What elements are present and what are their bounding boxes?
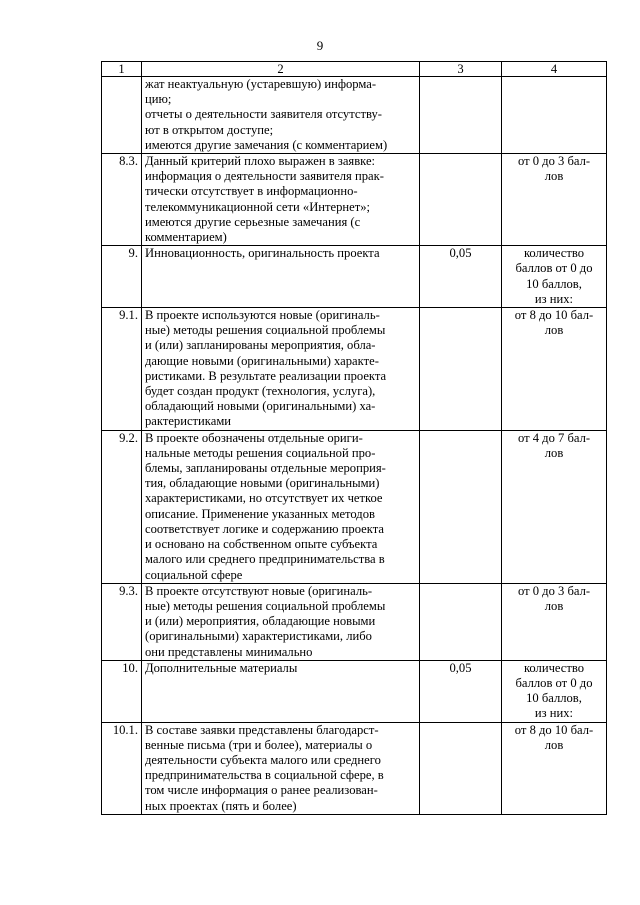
row-number: 9.2. — [102, 430, 142, 583]
score-line: от 4 до 7 бал- — [517, 430, 591, 445]
score-line: от 8 до 10 бал- — [514, 308, 594, 323]
table-row — [102, 246, 607, 308]
score-range — [502, 77, 607, 154]
weight-coefficient — [420, 430, 502, 583]
table-row — [102, 583, 607, 660]
row-number: 10. — [102, 660, 142, 722]
description-line: блемы, запланированы отдельные мероприя- — [145, 461, 386, 476]
row-number: 9.1. — [102, 308, 142, 431]
header-col-1: 1 — [102, 62, 142, 77]
table-row — [102, 77, 607, 154]
description-line: деятельности субъекта малого или среднего — [145, 752, 381, 767]
criterion-description — [142, 583, 420, 660]
description-line: комментарием) — [145, 230, 227, 245]
weight-coefficient — [420, 77, 502, 154]
weight-coefficient — [420, 722, 502, 814]
score-range — [502, 154, 607, 246]
header-col-3: 3 — [420, 62, 502, 77]
description-line: В проекте отсутствуют новые (оригиналь- — [145, 583, 373, 598]
description-line: ристиками. В результате реализации проекта — [145, 368, 387, 383]
description-line: цию; — [145, 92, 172, 107]
score-range — [502, 583, 607, 660]
score-range — [502, 430, 607, 583]
weight-coefficient: 0,05 — [420, 660, 502, 722]
row-number: 9.3. — [102, 583, 142, 660]
weight-coefficient — [420, 583, 502, 660]
score-line: 10 баллов, — [526, 691, 582, 706]
description-line: социальной сфере — [145, 567, 243, 582]
description-line: Дополнительные материалы — [145, 660, 298, 675]
table-row — [102, 154, 607, 246]
description-line: тически отсутствует в информационно- — [145, 184, 358, 199]
score-line: от 0 до 3 бал- — [517, 154, 591, 169]
description-line: ные) методы решения социальной проблемы — [145, 323, 386, 338]
description-line: и основано на собственном опыте субъекта — [145, 537, 378, 552]
criteria-table — [101, 61, 607, 815]
score-range — [502, 660, 607, 722]
criterion-description — [142, 308, 420, 431]
weight-coefficient — [420, 308, 502, 431]
score-line: лов — [544, 598, 564, 613]
row-number: 8.3. — [102, 154, 142, 246]
description-line: В проекте используются новые (оригиналь- — [145, 308, 380, 323]
score-line: баллов от 0 до — [515, 261, 593, 276]
score-range — [502, 308, 607, 431]
score-line: количество — [523, 660, 585, 675]
criterion-description — [142, 77, 420, 154]
description-line: информация о деятельности заявителя прак- — [145, 169, 384, 184]
description-line: телекоммуникационной сети «Интернет»; — [145, 199, 371, 214]
criterion-description — [142, 246, 420, 308]
score-line: количество — [523, 246, 585, 261]
header-col-4: 4 — [502, 62, 607, 77]
description-line: характеристиками, но отсутствует их четкое — [145, 491, 383, 506]
table-row — [102, 430, 607, 583]
description-line: (оригинальными) характеристиками, либо — [145, 629, 372, 644]
table-row — [102, 308, 607, 431]
score-line: лов — [544, 323, 564, 338]
description-line: будет создан продукт (технология, услуга), — [145, 384, 376, 399]
criterion-description — [142, 154, 420, 246]
table-row — [102, 660, 607, 722]
description-line: ных проектах (пять и более) — [145, 798, 297, 813]
description-line: том числе информация о ранее реализован- — [145, 783, 378, 798]
score-line: лов — [544, 169, 564, 184]
description-line: ные) методы решения социальной проблемы — [145, 598, 386, 613]
description-line: Данный критерий плохо выражен в заявке: — [145, 154, 376, 169]
description-line: В проекте обозначены отдельные ориги- — [145, 430, 363, 445]
description-line: имеются другие серьезные замечания (с — [145, 214, 361, 229]
description-line: отчеты о деятельности заявителя отсутству- — [145, 107, 382, 122]
score-line: из них: — [534, 706, 574, 721]
row-number — [102, 77, 142, 154]
table-row — [102, 722, 607, 814]
description-line: нальные методы решения социальной про- — [145, 445, 376, 460]
description-line: и (или) запланированы мероприятия, обла- — [145, 338, 376, 353]
description-line: тия, обладающие новыми (оригинальными) — [145, 476, 380, 491]
score-line: баллов от 0 до — [515, 675, 593, 690]
description-line: и (или) мероприятия, обладающие новыми — [145, 614, 376, 629]
score-range — [502, 246, 607, 308]
weight-coefficient: 0,05 — [420, 246, 502, 308]
description-line: В составе заявки представлены благодарст- — [145, 722, 379, 737]
score-range — [502, 722, 607, 814]
score-line: от 0 до 3 бал- — [517, 583, 591, 598]
weight-coefficient — [420, 154, 502, 246]
score-line: от 8 до 10 бал- — [514, 722, 594, 737]
score-line: 10 баллов, — [526, 276, 582, 291]
description-line: предпринимательства в социальной сфере, в — [145, 768, 384, 783]
description-line: рактеристиками — [145, 414, 232, 429]
criterion-description — [142, 722, 420, 814]
header-col-2: 2 — [142, 62, 420, 77]
row-number: 9. — [102, 246, 142, 308]
criterion-description — [142, 660, 420, 722]
description-line: они представлены минимально — [145, 644, 313, 659]
table-header-row — [102, 62, 607, 77]
score-line: лов — [544, 737, 564, 752]
description-line: жат неактуальную (устаревшую) информа- — [145, 77, 377, 91]
score-line: лов — [544, 445, 564, 460]
description-line: малого или среднего предпринимательства в — [145, 552, 385, 567]
description-line: имеются другие замечания (с комментарием) — [145, 137, 388, 152]
description-line: описание. Применение указанных методов — [145, 506, 375, 521]
description-line: венные письма (три и более), материалы о — [145, 737, 373, 752]
description-line: соответствует логике и содержанию проекта — [145, 521, 384, 536]
description-line: обладающий новыми (оригинальными) ха- — [145, 399, 376, 414]
description-line: дающие новыми (оригинальными) характе- — [145, 353, 379, 368]
score-line: из них: — [534, 291, 574, 306]
row-number: 10.1. — [102, 722, 142, 814]
page-number: 9 — [316, 38, 324, 53]
description-line: Инновационность, оригинальность проекта — [145, 246, 380, 261]
criterion-description — [142, 430, 420, 583]
description-line: ют в открытом доступе; — [145, 122, 274, 137]
